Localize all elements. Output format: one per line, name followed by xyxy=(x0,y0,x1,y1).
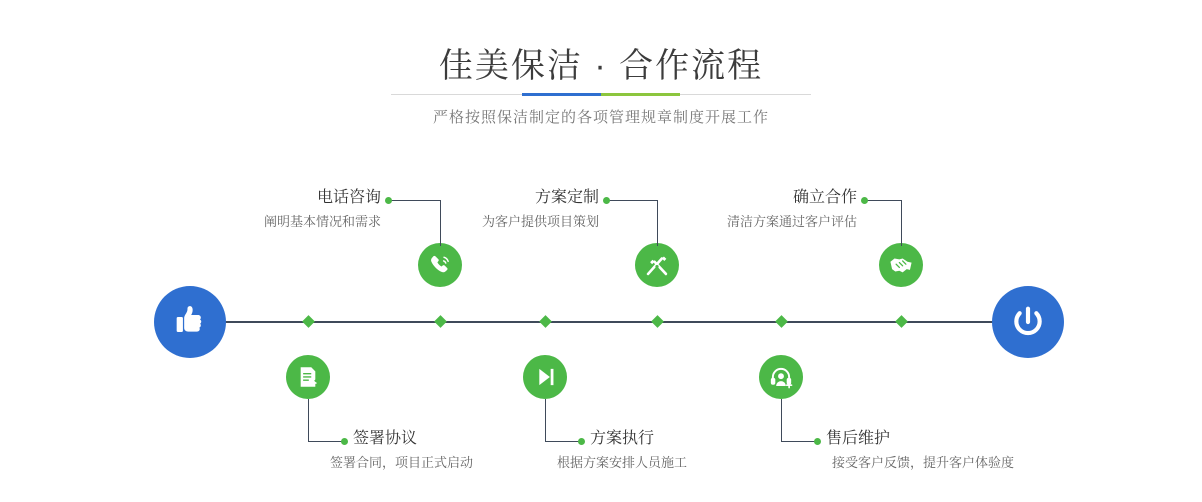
step-desc: 接受客户反馈，提升客户体验度 xyxy=(832,455,1015,470)
connector-dot-5 xyxy=(861,197,868,204)
step-desc: 根据方案安排人员施工 xyxy=(557,455,688,470)
connector-6-horizontal xyxy=(781,441,817,442)
step-title: 方案定制 xyxy=(534,189,599,206)
play-next-icon xyxy=(532,364,558,390)
timeline-end xyxy=(992,286,1064,358)
step-label-after-sales xyxy=(826,429,1014,473)
step-title: 确立合作 xyxy=(792,189,857,206)
plan-tools-icon xyxy=(644,252,670,278)
axis-marker-5 xyxy=(895,315,908,328)
connector-dot-4 xyxy=(578,438,585,445)
step-title: 签署协议 xyxy=(353,430,418,447)
connector-3-vertical xyxy=(657,200,658,246)
connector-dot-1 xyxy=(385,197,392,204)
step-icon-establish-cooperation xyxy=(879,243,923,287)
step-label-phone-consult xyxy=(253,188,381,232)
step-title: 售后维护 xyxy=(826,430,891,447)
axis-marker-4 xyxy=(539,315,552,328)
step-desc: 签署合同，项目正式启动 xyxy=(330,455,474,470)
connector-dot-2 xyxy=(341,438,348,445)
connector-1-vertical xyxy=(440,200,441,246)
connector-2-vertical xyxy=(308,399,309,441)
step-title: 电话咨询 xyxy=(316,189,381,206)
step-icon-after-sales xyxy=(759,355,803,399)
step-desc: 阐明基本情况和需求 xyxy=(263,214,381,229)
step-icon-plan-customize xyxy=(635,243,679,287)
phone-call-icon xyxy=(427,252,453,278)
step-label-establish-cooperation xyxy=(712,188,857,232)
connector-5-vertical xyxy=(901,200,902,246)
axis-marker-2 xyxy=(302,315,315,328)
divider-accent-green xyxy=(601,93,680,96)
step-icon-plan-execute xyxy=(523,355,567,399)
connector-3-horizontal xyxy=(606,200,658,201)
axis-marker-3 xyxy=(651,315,664,328)
timeline-start xyxy=(154,286,226,358)
connector-5-horizontal xyxy=(864,200,902,201)
connector-2-horizontal xyxy=(308,441,344,442)
axis-marker-1 xyxy=(434,315,447,328)
step-icon-sign-agreement xyxy=(286,355,330,399)
step-label-sign-agreement xyxy=(330,429,474,473)
connector-1-horizontal xyxy=(388,200,441,201)
connector-4-horizontal xyxy=(545,441,581,442)
connector-4-vertical xyxy=(545,399,546,441)
connector-dot-6 xyxy=(814,438,821,445)
step-icon-phone-consult xyxy=(418,243,462,287)
step-desc: 为客户提供项目策划 xyxy=(481,214,599,229)
page-subtitle: 严格按照保洁制定的各项管理规章制度开展工作 xyxy=(432,109,769,126)
thumbs-up-icon xyxy=(170,302,210,342)
axis-marker-6 xyxy=(775,315,788,328)
step-label-plan-customize xyxy=(461,188,599,232)
page-title: 佳美保洁 · 合作流程 xyxy=(438,47,764,85)
power-icon xyxy=(1008,302,1048,342)
title-divider xyxy=(0,93,1202,97)
divider-accent-blue xyxy=(522,93,601,96)
handshake-icon xyxy=(888,252,914,278)
step-title: 方案执行 xyxy=(590,430,655,447)
document-edit-icon xyxy=(295,364,321,390)
step-label-plan-execute xyxy=(557,429,688,473)
headset-support-icon xyxy=(768,364,794,390)
step-desc: 清洁方案通过客户评估 xyxy=(726,214,857,229)
connector-dot-3 xyxy=(603,197,610,204)
connector-6-vertical xyxy=(781,399,782,441)
